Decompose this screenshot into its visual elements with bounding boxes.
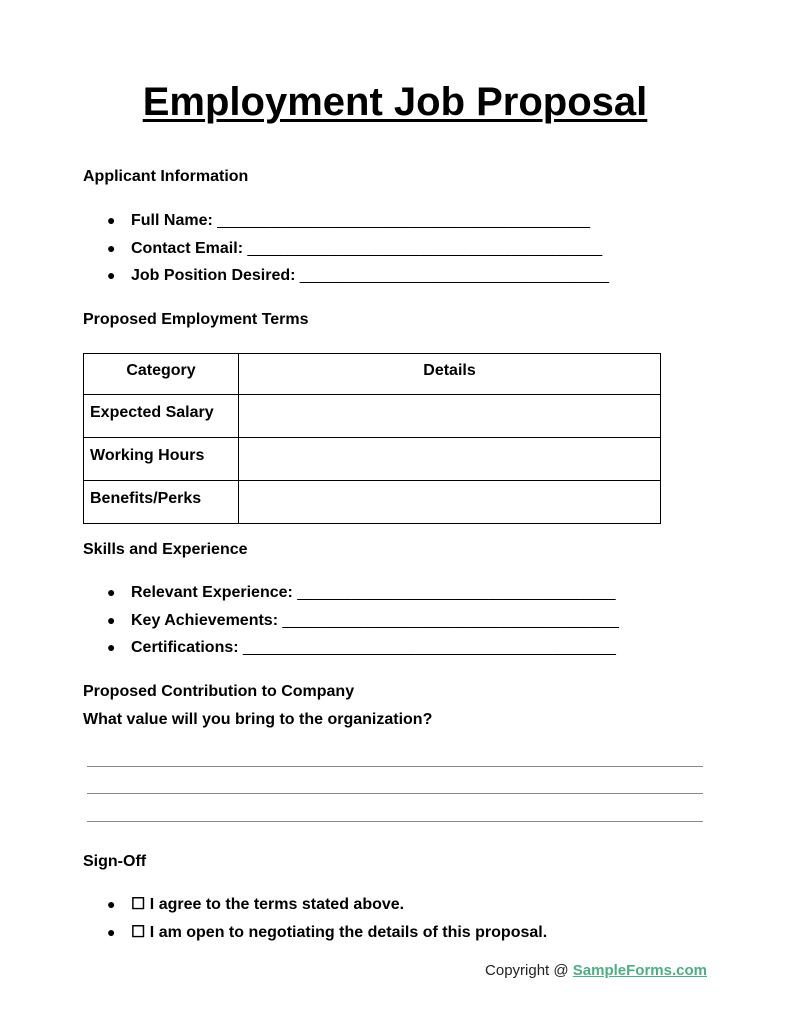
bullet-icon: ● (107, 267, 116, 283)
table-header-row (84, 354, 661, 395)
contact-email-field[interactable]: ● Contact Email: _______________________________________ (83, 235, 609, 263)
job-position-field[interactable]: ● Job Position Desired: __________________________________ (83, 262, 609, 290)
skills-heading: Skills and Experience (83, 541, 248, 558)
job-position-blank[interactable]: __________________________________ (299, 267, 610, 284)
bullet-icon: ● (107, 896, 116, 912)
bullet-icon: ● (107, 639, 116, 655)
certifications-field[interactable]: ● Certifications: _________________________________________ (83, 634, 619, 662)
row-details-cell[interactable] (239, 481, 661, 524)
skills-fields (83, 579, 619, 662)
copyright-footer (485, 962, 707, 979)
row-category: Working Hours (84, 438, 239, 481)
applicant-heading: Applicant Information (83, 168, 249, 185)
signoff-items (83, 891, 547, 946)
agree-terms-checkbox[interactable]: ☐ (131, 896, 146, 913)
relevant-experience-blank[interactable]: ___________________________________ (297, 584, 616, 601)
column-header-details: Details (239, 354, 661, 395)
agree-terms-item (83, 891, 547, 919)
sampleforms-link[interactable]: SampleForms.com (572, 962, 707, 979)
open-negotiation-label: I am open to negotiating the details of this proposal. (149, 923, 548, 941)
key-achievements-field[interactable]: ● Key Achievements: _____________________________________ (83, 607, 619, 635)
answer-line-3[interactable] (87, 821, 703, 822)
row-details-cell[interactable] (239, 438, 661, 481)
contribution-heading: Proposed Contribution to Company (83, 683, 355, 700)
document-title: Employment Job Proposal (142, 80, 648, 124)
bullet-icon: ● (107, 584, 116, 600)
relevant-experience-field[interactable]: ● Relevant Experience: ___________________________________ (83, 579, 619, 607)
column-header-category: Category (84, 354, 239, 395)
bullet-icon: ● (107, 923, 116, 940)
table-row (84, 481, 661, 524)
copyright-prefix: Copyright @ (485, 962, 573, 979)
row-details-cell[interactable] (239, 395, 661, 438)
signoff-heading: Sign-Off (83, 853, 147, 870)
row-category: Benefits/Perks (84, 481, 239, 524)
open-negotiation-item (83, 919, 547, 947)
bullet-icon: ● (107, 611, 116, 628)
key-achievements-blank[interactable]: _____________________________________ (282, 611, 620, 629)
certifications-blank[interactable]: _________________________________________ (243, 639, 617, 656)
agree-terms-label: I agree to the terms stated above. (149, 896, 405, 913)
applicant-fields (83, 207, 609, 290)
answer-line-1[interactable] (87, 766, 703, 767)
table-row (84, 438, 661, 481)
bullet-icon: ● (107, 212, 116, 228)
open-negotiation-checkbox[interactable]: ☐ (131, 923, 146, 941)
full-name-blank[interactable]: _________________________________________ (217, 212, 591, 229)
contact-email-blank[interactable]: _______________________________________ (247, 239, 603, 257)
table-row (84, 395, 661, 438)
terms-heading: Proposed Employment Terms (83, 311, 309, 328)
bullet-icon: ● (107, 239, 116, 256)
answer-line-2[interactable] (87, 793, 703, 794)
full-name-field[interactable]: ● Full Name: _________________________________________ (83, 207, 609, 235)
row-category: Expected Salary (84, 395, 239, 438)
contribution-question: What value will you bring to the organization? (83, 711, 433, 728)
terms-table (83, 353, 661, 524)
